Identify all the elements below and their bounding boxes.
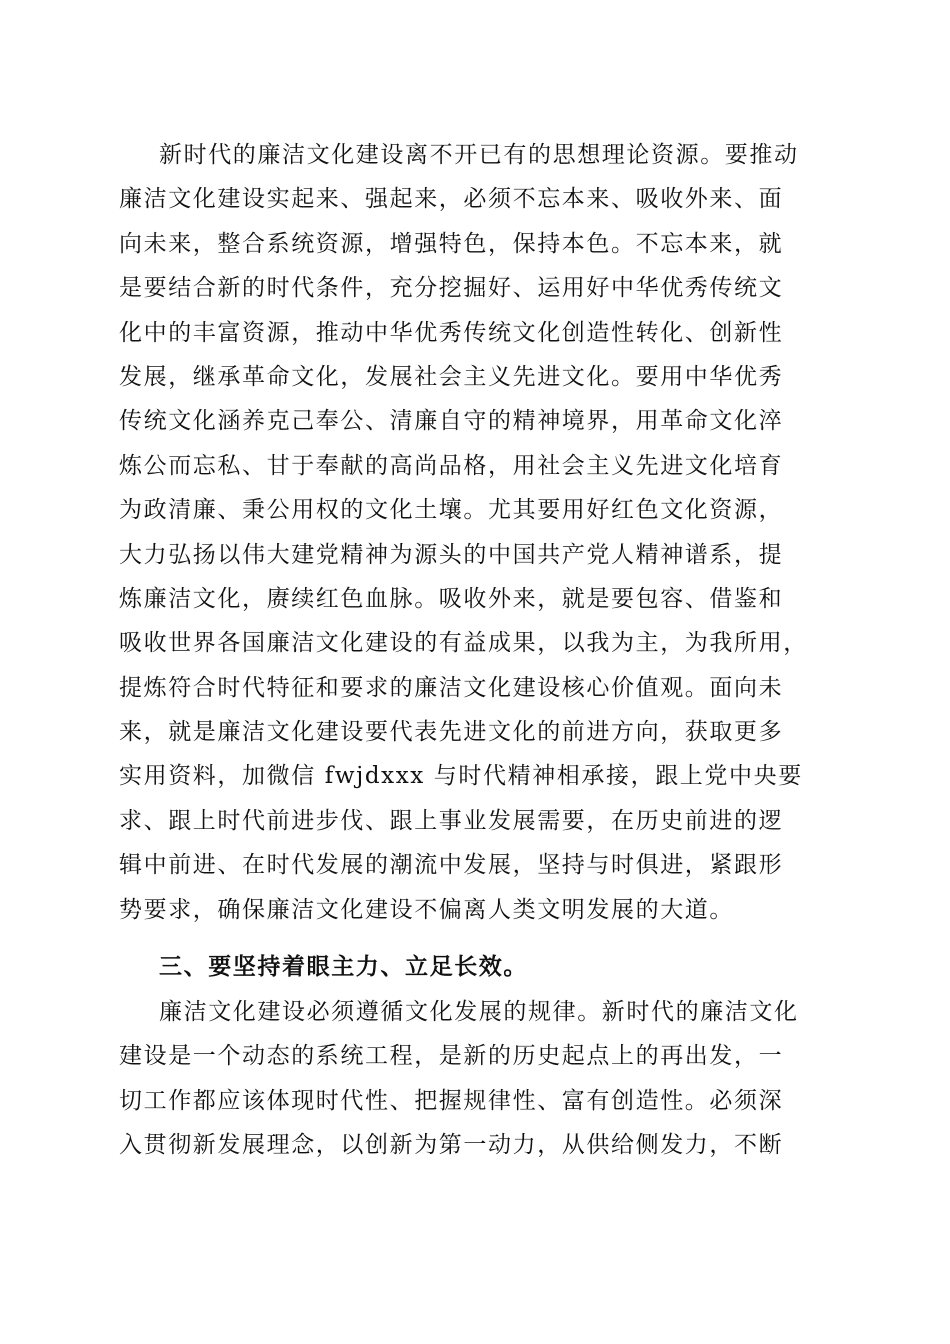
paragraph-cultural-resources [119, 133, 831, 932]
paragraph-line: 为政清廉、秉公用权的文化土壤。尤其要用好红色文化资源， [119, 497, 784, 524]
paragraph-line: 求、跟上时代前进步伐、跟上事业发展需要，在历史前进的逻 [119, 807, 784, 834]
section-heading-3: 三、要坚持着眼主力、立足长效。 [159, 954, 528, 980]
paragraph-line: 辑中前进、在时代发展的潮流中发展，坚持与时俱进，紧跟形 [119, 852, 784, 879]
paragraph-line: 大力弘扬以伟大建党精神为源头的中国共产党人精神谱系，提 [119, 541, 784, 568]
paragraph-line: 提炼符合时代特征和要求的廉洁文化建设核心价值观。面向未 [119, 674, 784, 701]
paragraph-line: 廉洁文化建设实起来、强起来，必须不忘本来、吸收外来、面 [119, 186, 784, 213]
paragraph-line: 是要结合新的时代条件，充分挖掘好、运用好中华优秀传统文 [119, 275, 784, 302]
paragraph-line: 入贯彻新发展理念，以创新为第一动力，从供给侧发力，不断 [119, 1132, 784, 1159]
paragraph-line: 来，就是廉洁文化建设要代表先进文化的前进方向，获取更多 [119, 719, 784, 746]
paragraph-line: 化中的丰富资源，推动中华优秀传统文化创造性转化、创新性 [119, 319, 784, 346]
paragraph-line: 势要求，确保廉洁文化建设不偏离人类文明发展的大道。 [119, 896, 734, 923]
paragraph-line: 建设是一个动态的系统工程，是新的历史起点上的再出发，一 [119, 1043, 784, 1070]
paragraph-line: 发展，继承革命文化，发展社会主义先进文化。要用中华优秀 [119, 363, 784, 390]
paragraph-line: 实用资料，加微信 fwjdxxx 与时代精神相承接，跟上党中央要 [119, 763, 803, 790]
paragraph-line: 炼公而忘私、甘于奉献的高尚品格，用社会主义先进文化培育 [119, 452, 784, 479]
paragraph-line: 传统文化涵养克己奉公、清廉自守的精神境界，用革命文化淬 [119, 408, 784, 435]
paragraph-line: 吸收世界各国廉洁文化建设的有益成果，以我为主，为我所用， [119, 630, 808, 657]
paragraph-line: 炼廉洁文化，赓续红色血脉。吸收外来，就是要包容、借鉴和 [119, 585, 784, 612]
paragraph-line: 新时代的廉洁文化建设离不开已有的思想理论资源。要推动 [159, 142, 799, 168]
paragraph-line: 廉洁文化建设必须遵循文化发展的规律。新时代的廉洁文化 [159, 999, 799, 1025]
paragraph-line: 切工作都应该体现时代性、把握规律性、富有创造性。必须深 [119, 1087, 784, 1114]
paragraph-line: 向未来，整合系统资源，增强特色，保持本色。不忘本来，就 [119, 230, 784, 257]
paragraph-cultural-law [119, 990, 831, 1168]
